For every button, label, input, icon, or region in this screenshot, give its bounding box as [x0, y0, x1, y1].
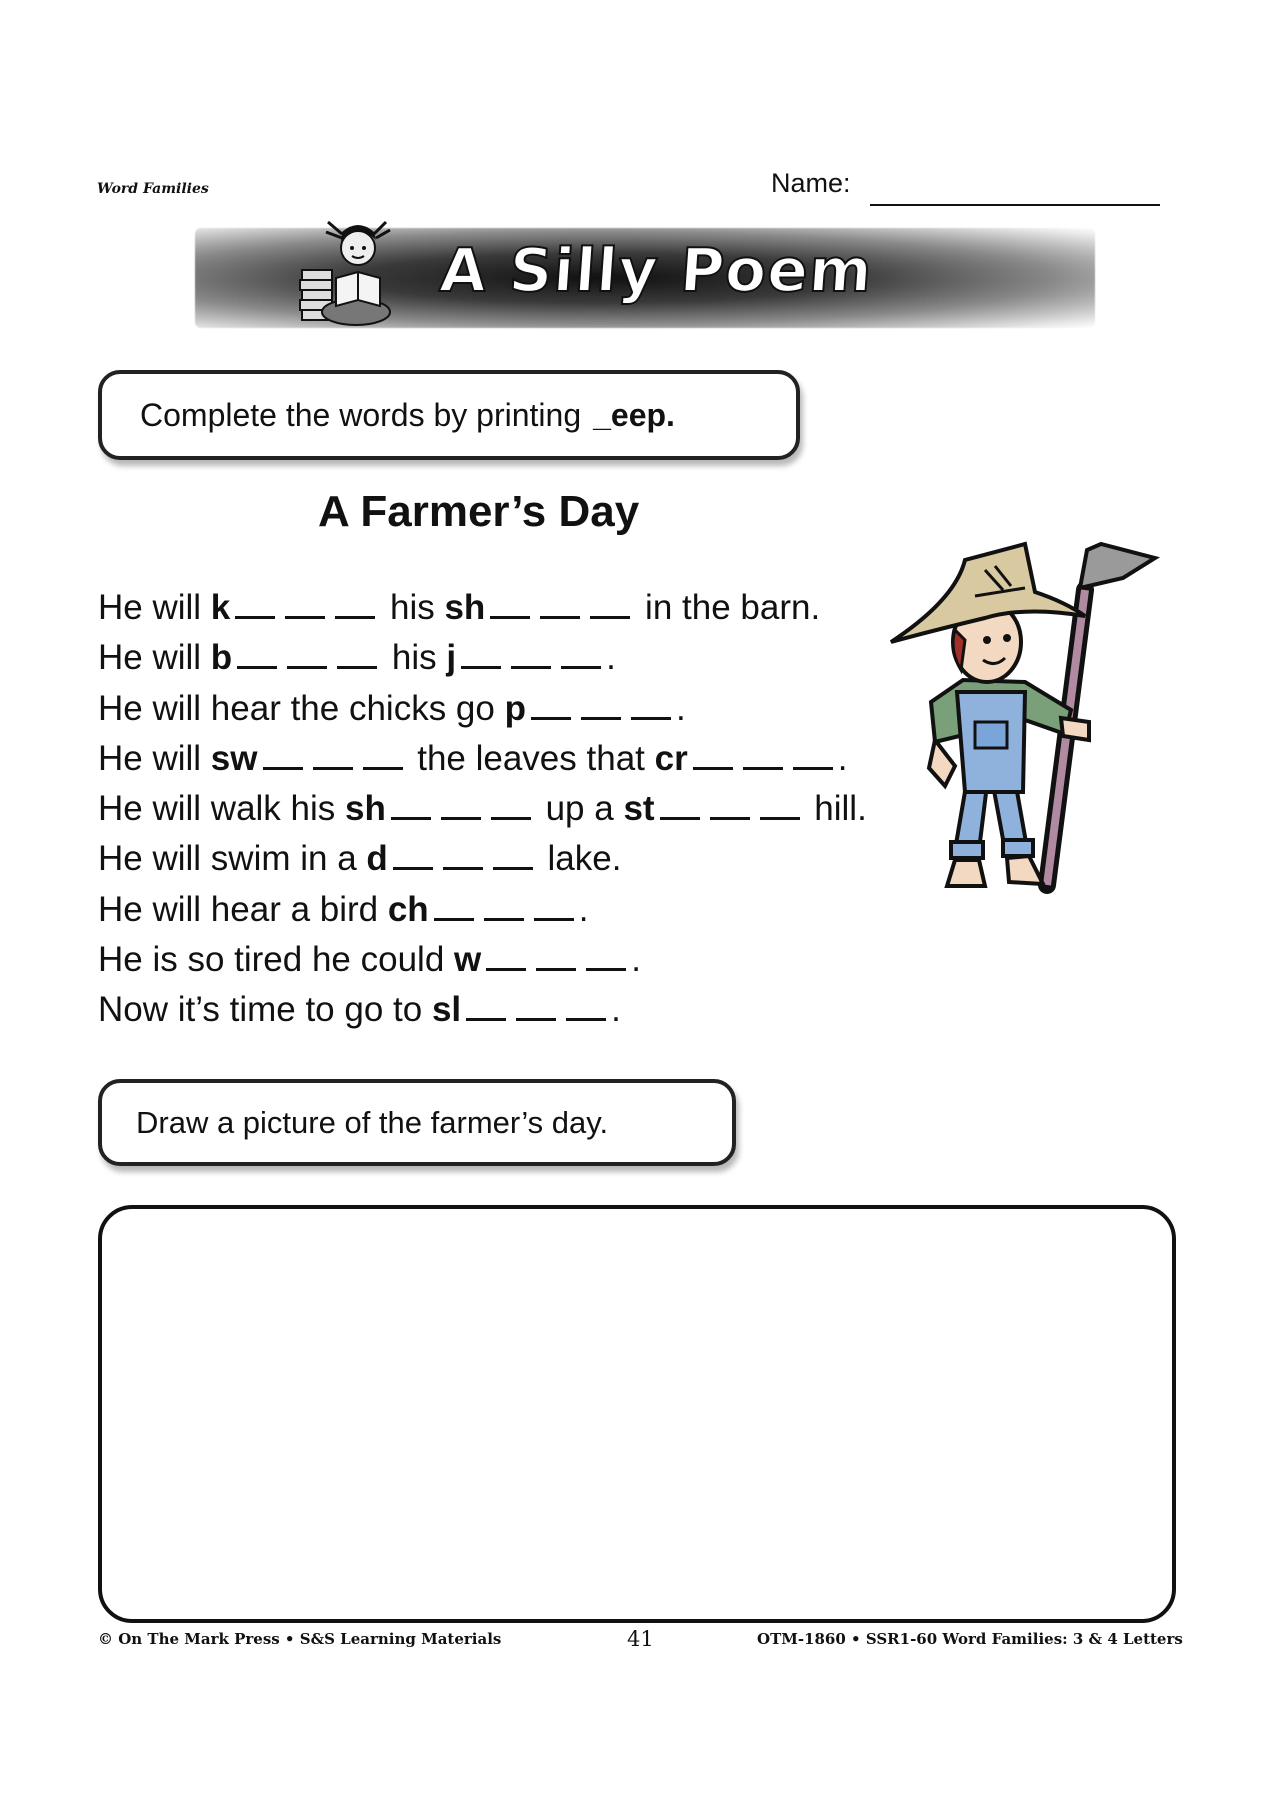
letter-blank[interactable]: [531, 691, 571, 720]
poem-text: .: [611, 990, 621, 1030]
letter-blank[interactable]: [710, 791, 750, 820]
poem-text: his: [382, 638, 447, 678]
letter-blank[interactable]: [516, 992, 556, 1021]
poem-line: [98, 734, 867, 784]
letter-blank[interactable]: [631, 691, 671, 720]
letter-blank[interactable]: [235, 590, 275, 619]
letter-blank[interactable]: [393, 841, 433, 870]
letter-blank[interactable]: [363, 741, 403, 770]
instruction-box-draw: [98, 1079, 736, 1166]
letter-blank[interactable]: [441, 791, 481, 820]
poem-text: up a: [535, 789, 624, 829]
poem-body: [98, 583, 867, 1036]
poem-line: [98, 935, 867, 985]
word-start-letters: w: [454, 940, 482, 980]
word-start-letters: sh: [345, 789, 386, 829]
letter-blank[interactable]: [337, 640, 377, 669]
poem-text: He will swim in a: [98, 839, 367, 879]
poem-text: He will: [98, 588, 211, 627]
word-start-letters: p: [504, 688, 526, 728]
page-number: 41: [627, 1627, 654, 1651]
poem-text: Now it’s time to go to: [98, 990, 432, 1030]
letter-blank[interactable]: [561, 640, 601, 669]
letter-blank[interactable]: [484, 892, 524, 921]
word-start-letters: sh: [444, 588, 486, 627]
letter-blank[interactable]: [466, 992, 506, 1021]
letter-blank[interactable]: [693, 741, 733, 770]
letter-blank[interactable]: [743, 741, 783, 770]
poem-text: He will: [98, 738, 211, 778]
poem-line: [98, 985, 867, 1035]
poem-text: hill.: [804, 789, 867, 829]
footer-product-code: OTM-1860 • SSR1-60 Word Families: 3 & 4 Letters: [757, 1630, 1183, 1648]
poem-text: .: [578, 889, 589, 929]
letter-blank[interactable]: [287, 640, 327, 669]
letter-blank[interactable]: [434, 892, 474, 921]
word-start-letters: cr: [654, 738, 688, 778]
letter-blank[interactable]: [586, 942, 626, 971]
poem-text: He is so tired he could: [98, 940, 455, 980]
poem-text: He will hear a bird: [98, 889, 388, 929]
poem-text: He will: [98, 638, 211, 678]
poem-text: He will walk his: [98, 789, 345, 829]
instruction-text: Complete the words by printing: [140, 396, 582, 433]
poem-line: [98, 684, 867, 734]
letter-blank[interactable]: [540, 590, 580, 619]
word-start-letters: sw: [210, 738, 258, 778]
poem-title: A Farmer’s Day: [318, 487, 640, 536]
letter-blank[interactable]: [443, 841, 483, 870]
letter-blank[interactable]: [313, 741, 353, 770]
word-start-letters: sl: [431, 990, 462, 1030]
series-label: Word Families: [97, 181, 209, 197]
poem-line: [98, 834, 867, 884]
poem-text: He will hear the chicks go: [98, 688, 505, 728]
word-pattern: _eep.: [593, 396, 675, 433]
draw-instruction-text: Draw a picture of the farmer’s day.: [136, 1104, 609, 1140]
letter-blank[interactable]: [760, 791, 800, 820]
letter-blank[interactable]: [581, 691, 621, 720]
letter-blank[interactable]: [490, 590, 530, 619]
letter-blank[interactable]: [590, 590, 630, 619]
letter-blank[interactable]: [534, 892, 574, 921]
letter-blank[interactable]: [285, 590, 325, 619]
word-start-letters: j: [446, 638, 457, 678]
letter-blank[interactable]: [335, 590, 375, 619]
poem-text: lake.: [537, 839, 622, 879]
poem-line: [98, 885, 867, 935]
poem-line: [98, 633, 867, 683]
name-input-line[interactable]: [870, 204, 1160, 206]
poem-line: [98, 784, 867, 834]
poem-text: his: [380, 588, 445, 627]
letter-blank[interactable]: [391, 791, 431, 820]
poem-text: .: [675, 688, 686, 728]
name-label: Name:: [771, 168, 851, 198]
letter-blank[interactable]: [511, 640, 551, 669]
letter-blank[interactable]: [486, 942, 526, 971]
poem-text: .: [606, 638, 616, 678]
girl-reading-book-icon: [296, 218, 426, 326]
letter-blank[interactable]: [237, 640, 277, 669]
footer-copyright: © On The Mark Press • S&S Learning Materials: [98, 1630, 502, 1648]
poem-text: .: [837, 738, 848, 778]
word-start-letters: d: [366, 839, 388, 879]
letter-blank[interactable]: [566, 992, 606, 1021]
word-start-letters: k: [210, 588, 231, 627]
letter-blank[interactable]: [493, 841, 533, 870]
farmer-with-hoe-icon: [875, 530, 1175, 910]
word-start-letters: ch: [387, 889, 429, 929]
page-title: A Silly Poem: [437, 236, 876, 306]
letter-blank[interactable]: [793, 741, 833, 770]
drawing-area[interactable]: [98, 1205, 1176, 1623]
letter-blank[interactable]: [461, 640, 501, 669]
letter-blank[interactable]: [660, 791, 700, 820]
poem-line: [98, 583, 867, 633]
letter-blank[interactable]: [491, 791, 531, 820]
poem-text: the leaves that: [407, 738, 655, 778]
word-start-letters: b: [210, 638, 233, 678]
poem-text: in the barn.: [635, 588, 821, 627]
instruction-box-complete: [98, 370, 800, 460]
poem-text: .: [631, 940, 641, 980]
letter-blank[interactable]: [263, 741, 303, 770]
word-start-letters: st: [623, 789, 655, 829]
letter-blank[interactable]: [536, 942, 576, 971]
